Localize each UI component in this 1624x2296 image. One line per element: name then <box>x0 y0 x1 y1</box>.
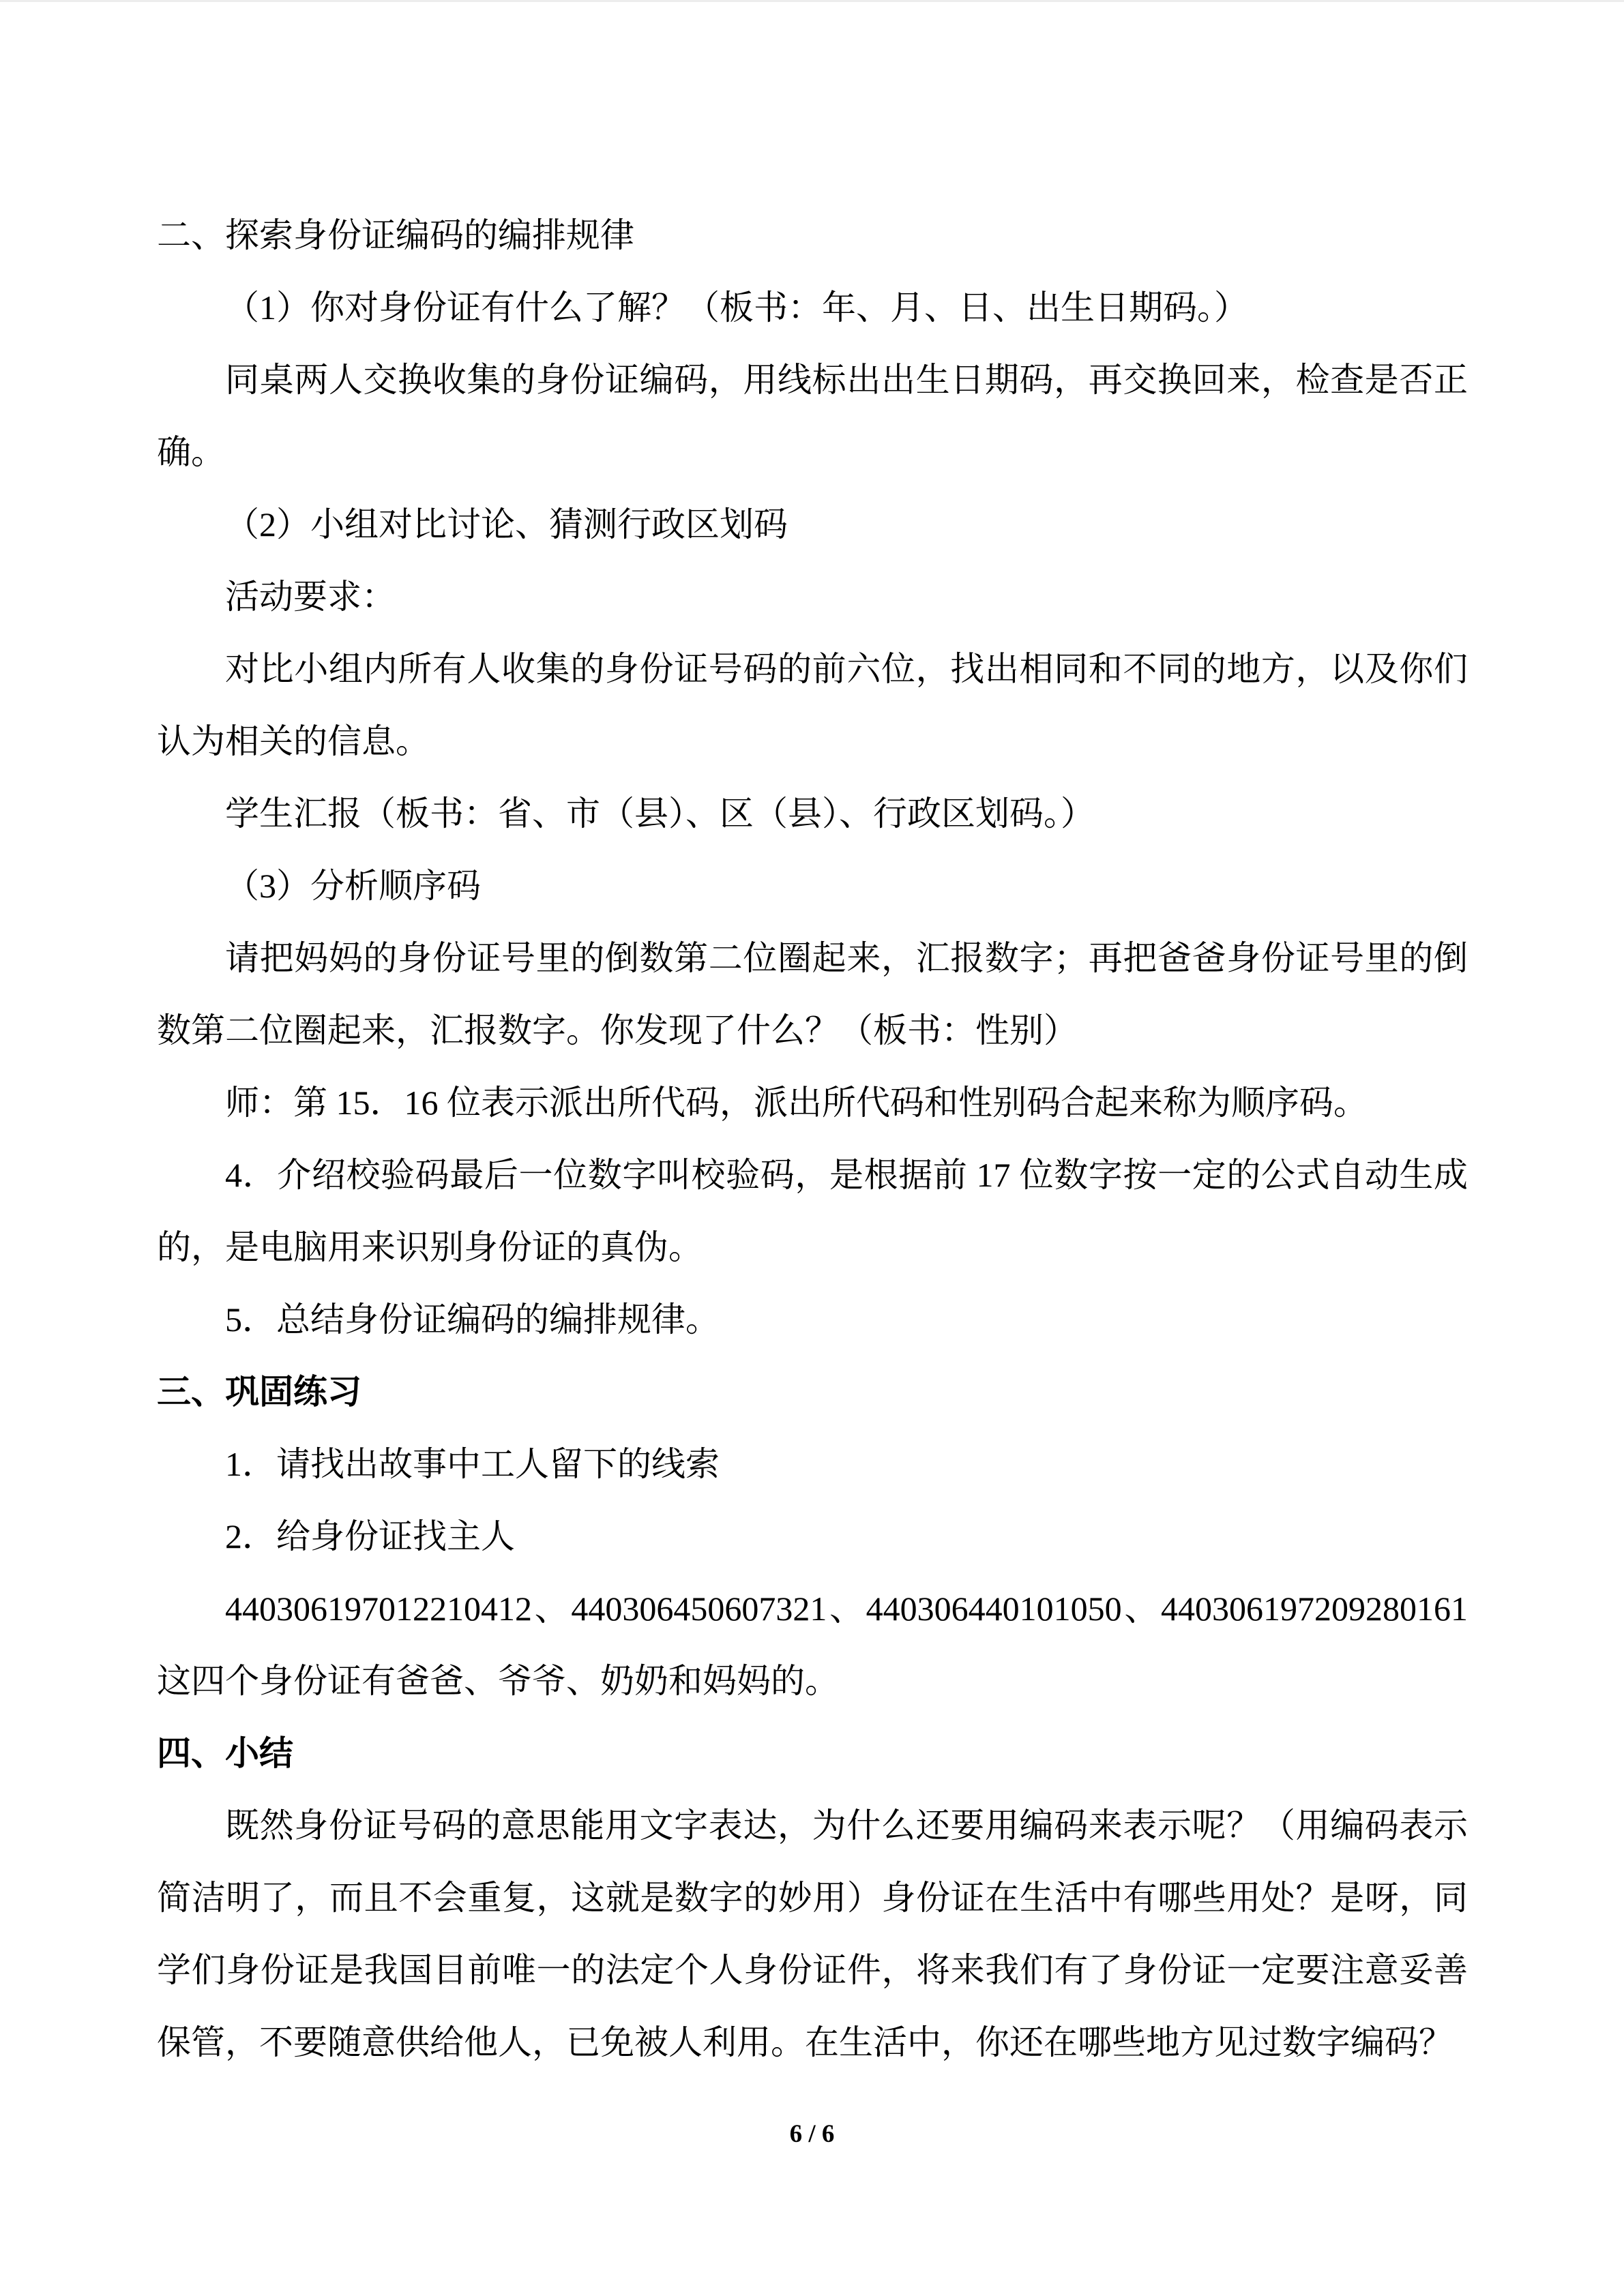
paragraph: 师：第 15．16 位表示派出所代码，派出所代码和性别码合起来称为顺序码。 <box>225 1084 1368 1122</box>
paragraph: 5．总结身份证编码的编排规律。 <box>225 1300 720 1339</box>
paragraph: （2）小组对比讨论、猜测行政区划码 <box>225 505 788 543</box>
paragraph: 440306197012210412、440306450607321、440306440101050、440306197209280161 这四个身份证有爸爸、爷爷、奶奶和妈妈的。 <box>157 1590 1468 1700</box>
document-body <box>157 199 1468 2078</box>
page-number: 6 / 6 <box>789 2120 835 2148</box>
paragraph: 2．给身份证找主人 <box>225 1517 515 1555</box>
paragraph: 请把妈妈的身份证号里的倒数第二位圈起来，汇报数字；再把爸爸身份证号里的倒数第二位圈起来，汇报数字。你发现了什么？（板书：性别） <box>157 939 1468 1049</box>
paragraph: 同桌两人交换收集的身份证编码，用线标出出生日期码，再交换回来，检查是否正确。 <box>157 361 1468 471</box>
paragraph: （1）你对身份证有什么了解？（板书：年、月、日、出生日期码。） <box>225 288 1248 327</box>
section-heading: 四、小结 <box>157 1734 293 1772</box>
paragraph: 活动要求： <box>225 578 396 616</box>
section-heading: 三、巩固练习 <box>157 1373 361 1411</box>
paragraph: 1．请找出故事中工人留下的线索 <box>225 1445 720 1483</box>
paragraph: 对比小组内所有人收集的身份证号码的前六位，找出相同和不同的地方，以及你们认为相关的信息。 <box>157 650 1468 760</box>
paragraph: 二、探索身份证编码的编排规律 <box>157 216 634 254</box>
paragraph: （3）分析顺序码 <box>225 867 481 905</box>
paragraph: 既然身份证号码的意思能用文字表达，为什么还要用编码来表示呢？（用编码表示简洁明了，而且不会重复，这就是数字的妙用）身份证在生活中有哪些用处？是呀，同学们身份证是我国目前唯一的法定个人身份证件，将来我们有了身份证一定要注意妥善保管，不要随意供给他人，已免被人利用。在生活中，你还在哪些地方见过数字编码？ <box>157 1806 1468 2061</box>
paragraph: 学生汇报（板书：省、市（县）、区（县）、行政区划码。） <box>225 794 1095 833</box>
page-edge <box>0 0 1624 2</box>
paragraph: 4．介绍校验码最后一位数字叫校验码，是根据前 17 位数字按一定的公式自动生成的，是电脑用来识别身份证的真伪。 <box>157 1156 1468 1266</box>
